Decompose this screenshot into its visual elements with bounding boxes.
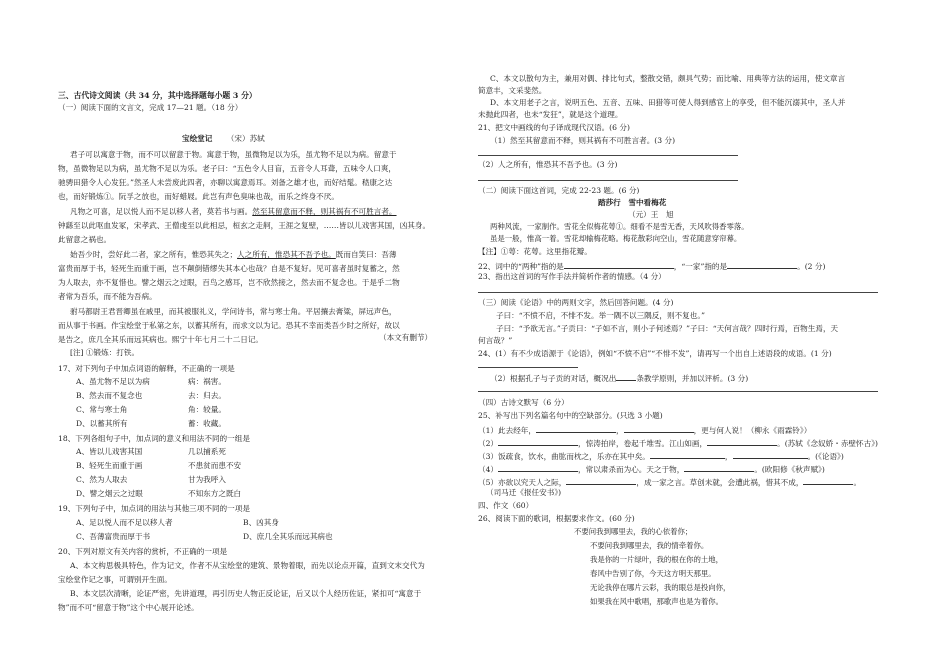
- q25-text: ，: [616, 426, 624, 435]
- q25-text: （2）: [478, 439, 499, 448]
- q25-item-2: [478, 437, 878, 449]
- q22-text: 。(2 分): [797, 262, 826, 271]
- answer-line[interactable]: [478, 155, 738, 156]
- q20-option-b[interactable]: B、本文层次清晰，论证严密，先讲道理，再引历史人物正反论证，后又以个人经历佐证，紧扣可“寓意于: [70, 589, 422, 598]
- q17-option-d-note: 蓄：收藏。: [188, 419, 226, 428]
- q25-item-3: [478, 450, 844, 462]
- section-title: 三、古代诗文阅读（共 34 分，其中选择题每小题 3 分）: [58, 91, 257, 100]
- article-note: [注] ①锻炼：打铁。: [70, 348, 140, 357]
- q21-sentence-2: （2）人之所有，惟恐其不吾予也。(3 分): [478, 160, 618, 169]
- article-author: （宋）苏轼: [226, 134, 265, 143]
- q22-blank-2[interactable]: [727, 260, 797, 269]
- article-p1-line: 驰骋田猎令人心发狂。”然圣人未尝废此四者，亦聊以寓意焉耳。刘备之雄才也，而好结髦。嵇康之达: [58, 178, 393, 187]
- q20-option-a-cont: 宝绘堂作记之事，可谓别开生面。: [58, 575, 172, 584]
- recite-intro: （四）古诗文默写（6 分）: [478, 398, 569, 407]
- q25-blank[interactable]: [536, 424, 616, 433]
- q25-text: （4）: [478, 465, 499, 474]
- q22-line: [478, 260, 825, 272]
- article-p3-line: 者常为吾乐，而不能为吾病。: [58, 292, 157, 301]
- article-p3-line: 为人取去，亦不复惜也。譬之烟云之过眼，百鸟之感耳，岂不欣然接之，然去而不复念也。于是乎二物: [58, 278, 400, 287]
- q22-text: ，“一家”指的是: [673, 262, 728, 271]
- q24-text: 条教学原则，并加以评析。(3 分): [636, 374, 749, 383]
- q25-text: （3）饭疏食，饮水，曲肱而枕之，乐亦在其中矣。: [478, 452, 650, 461]
- lunyu-passage-2: 子曰：“予欲无言。”子贡曰：“子如不言，则小子何述焉？”子曰：“天何言哉？四时行焉，百物生焉，天: [496, 324, 839, 333]
- q25-text: ，常以肃杀而为心。天之于物，: [578, 465, 685, 474]
- article-text: 既而自笑曰：吾薄: [335, 250, 397, 259]
- q17-option-a-note: 病：祸害。: [188, 377, 226, 386]
- q18-option-d[interactable]: D、譬之烟云之过眼: [76, 489, 143, 498]
- poem-note: 【注】①萼：花萼。这里指花瓣。: [478, 247, 592, 256]
- q20-option-a[interactable]: A、本文构思极具特色，作为记文，作者不从宝绘堂的建筑、景物着眼，而先以论点开篇，直到文末交代为: [70, 561, 425, 570]
- article-source: （本文有删节）: [379, 333, 433, 342]
- q25-stem: 25、补写出下列名篇名句中的空缺部分。(只选 3 小题): [478, 411, 663, 420]
- q20-option-c[interactable]: C、本文以散句为主，兼用对偶、排比句式，整散交错，颇具气势；而比喻、用典等方法的运用，使文章言: [490, 74, 846, 83]
- q25-blank[interactable]: [707, 437, 777, 446]
- q19-stem: 19、下列句子中，加点词的用法与其他三项不同的一项是: [58, 504, 250, 513]
- answer-line[interactable]: [478, 367, 578, 368]
- q25-blank[interactable]: [733, 450, 808, 459]
- q24-part-2-line: [490, 372, 748, 384]
- q25-text: （5）亦欲以究天人之际，: [478, 478, 567, 487]
- lunyu-passage-2-cont: 何言哉？”: [478, 336, 513, 345]
- q25-blank[interactable]: [498, 463, 578, 472]
- q25-text: 。(《论语》): [807, 452, 844, 461]
- q22-blank-1[interactable]: [564, 260, 674, 269]
- q20-option-b-cont: 物”而不可“留意于物”这个中心展开论述。: [58, 603, 199, 612]
- song-line: 我是你的一片绿叶，我的根在你的土地，: [590, 555, 724, 564]
- q17-option-b[interactable]: B、然去而不复念也: [76, 391, 143, 400]
- q18-option-c-pair: 甘为我呼入: [188, 475, 226, 484]
- q23-stem: 23、指出这首词的写作手法并简析作者的情感。（4 分）: [478, 272, 666, 281]
- article-p4-line: 而从事于书画。作宝绘堂于私第之东，以蓄其所有，而求文以为记。恐其不幸而类吾少时之所好，故以: [58, 321, 400, 330]
- underlined-sentence-2: 人之所有，惟恐其不吾予也。: [237, 250, 336, 259]
- song-line: 无论我停在哪片云彩，我的眼总是投向你，: [590, 583, 731, 592]
- q24-blank[interactable]: [616, 372, 636, 381]
- song-line: 如果我在风中歌唱，那歌声也是为着你。: [590, 597, 724, 606]
- article-p1-line: 也，而好锻炼①。阮孚之放也，而好蜡屐。此岂有声色臭味也哉，而乐之终身不厌。: [58, 192, 339, 201]
- q25-text: ，成一家之言。草创未就，会遭此祸，惜其不成，: [636, 478, 804, 487]
- q18-option-d-pair: 不知东方之既白: [188, 489, 242, 498]
- q25-blank[interactable]: [684, 463, 754, 472]
- article-p1-line: 君子可以寓意于物，而不可以留意于物。寓意于物，虽微物足以为乐，虽尤物不足以为病。留意于: [70, 150, 397, 159]
- q21-stem: 21、把文中画线的句子译成现代汉语。(6 分): [478, 123, 630, 132]
- q21-sentence-1: （1）然至其留意而不释，则其祸有不可胜言者。(3 分): [490, 136, 676, 145]
- article-p1-line: 物，虽微物足以为病，虽尤物不足以为乐。老子曰：“五色令人目盲，五音令人耳聋，五味令人口爽，: [58, 164, 397, 173]
- q25-text: 。: [853, 478, 862, 487]
- section-intro: （一）阅读下面的文言文，完成 17—21 题。（18 分）: [58, 103, 243, 112]
- q19-option-a[interactable]: A、足以悦人而不足以移人者: [76, 518, 173, 527]
- q25-blank[interactable]: [650, 450, 725, 459]
- q25-blank[interactable]: [498, 437, 578, 446]
- article-title: 宝绘堂记: [182, 134, 213, 143]
- underlined-sentence-1: 然至其留意而不释，则其祸有不可胜言者。: [252, 207, 397, 216]
- q18-option-b-pair: 不患贫而患不安: [188, 461, 242, 470]
- article-text: 凡物之可喜，足以悦人而不足以移人者，莫若书与画。: [70, 207, 253, 216]
- q18-option-a[interactable]: A、皆以儿戏害其国: [76, 447, 143, 456]
- poem-intro: （二）阅读下面这首词，完成 22-23 题。(6 分): [478, 186, 640, 195]
- q18-option-b[interactable]: B、轻死生而重于画: [76, 461, 143, 470]
- q25-blank[interactable]: [624, 424, 694, 433]
- q20-option-c-cont: 简意丰，文采斐然。: [478, 86, 547, 95]
- song-line: 春风中告别了你，今天这方明天那里。: [590, 569, 716, 578]
- article-title-line: [182, 134, 265, 144]
- lunyu-intro: （三）阅读《论语》中的两则文字，然后回答问题。(4 分): [478, 298, 674, 307]
- article-p4-line: 驸马都尉王君晋卿虽在戚里，而其被服礼义，学问诗书，常与寒士角。平居攘去膏粱，屏远声色，: [70, 307, 397, 316]
- q25-text: ，惊涛拍岸，卷起千堆雪。江山如画，: [578, 439, 708, 448]
- q17-stem: 17、对下列句子中加点词语的解释，不正确的一项是: [58, 364, 235, 373]
- q20-stem: 20、下列对原文有关内容的赏析，不正确的一项是: [58, 547, 228, 556]
- q25-text: （1）此去经年，: [478, 426, 536, 435]
- q17-option-d[interactable]: D、以蓄其所有: [76, 419, 128, 428]
- lunyu-passage-1: 子曰：“不愤不启，不悱不发。举一隅不以三隅反，则不复也。”: [496, 311, 705, 320]
- q18-stem: 18、下列各组句子中，加点词的意义和用法不同的一组是: [58, 434, 250, 443]
- q20-option-d-cont: 未抛此四者，也未“发狂”，就是这个道理。: [478, 110, 623, 119]
- poem-title: 踏莎行 雪中看梅花: [598, 198, 667, 207]
- q19-option-c[interactable]: C、吾薄富贵而厚于书: [76, 532, 151, 541]
- poem-line: 两种风流，一家制作。雪花全似梅花萼①。细看不是雪无香，天风吹得香零落。: [490, 222, 749, 231]
- article-p4-line: 是告之，庶几全其乐而远其病也。熙宁十年七月二十二日记。: [58, 335, 264, 344]
- q25-text: 。(苏轼《念奴娇・赤壁怀古》): [777, 439, 878, 448]
- song-line: 不要问我到哪里去，我的心依着你；: [574, 527, 693, 536]
- q18-option-c[interactable]: C、然为人取去: [76, 475, 128, 484]
- poem-author: （元）王 旭: [628, 210, 674, 219]
- q25-blank[interactable]: [803, 476, 853, 485]
- article-text: 始吾少时，尝好此二者，家之所有，惟恐其失之；: [70, 250, 238, 259]
- q17-option-b-note: 去：归去。: [188, 391, 226, 400]
- composition-title: 四、作文（60）: [478, 501, 534, 510]
- q24-part-1: 24、(1）有不少成语源于《论语》，例如“不愤不启”“不悱不发”，请再写一个出自上述语段的成语。(1 分): [478, 349, 832, 358]
- q17-option-c-note: 角：较量。: [188, 405, 226, 414]
- song-line: 不要问我到哪里去，我的情牵着你。: [590, 541, 709, 550]
- q25-item-5-source: （司马迁《报任安书》): [486, 488, 562, 497]
- poem-line: 虽是一般，惟高一着。雪花却输梅花略。梅花散彩向空山，雪花随意穿帘幕。: [490, 234, 742, 243]
- q24-text: （2）根据孔子与子贡的对话，概况出: [490, 374, 617, 383]
- q26-stem: 26、阅读下面的歌词，根据要求作文。(60 分): [478, 514, 635, 523]
- answer-line[interactable]: [478, 391, 878, 392]
- q18-option-a-pair: 几以捕系死: [188, 447, 226, 456]
- q19-option-b[interactable]: B、凶其身: [243, 518, 279, 527]
- article-p2-line: 此留意之祸也。: [58, 235, 112, 244]
- q25-item-5: [478, 476, 861, 488]
- article-p2-line: 钟繇至以此呕血发冢，宋孝武、王僧虔至以此相忌，桓玄之走舸，王涯之复壁，……皆以儿戏害其国，凶其身。: [58, 221, 431, 230]
- article-p2-line: [70, 207, 397, 217]
- answer-line[interactable]: [478, 292, 878, 293]
- q25-item-4: [478, 463, 825, 475]
- q19-option-d[interactable]: D、庶几全其乐而远其病也: [243, 532, 333, 541]
- article-p3-line: 富贵而厚于书，轻死生而重于画，岂不颠倒错缪失其本心也哉？自是不复好。见可喜者虽时复蓄之，然: [58, 264, 400, 273]
- q20-option-d[interactable]: D、本文用老子之言，说明五色、五音、五味、田猎等可使人得到感官上的享受，但不能沉溺其中，圣人并: [490, 98, 846, 107]
- q22-text: 22、词中的“两种”指的是: [478, 262, 564, 271]
- q17-option-a[interactable]: A、虽尤物不足以为病: [76, 377, 150, 386]
- q25-text: ，: [724, 452, 733, 461]
- q25-blank[interactable]: [566, 476, 636, 485]
- q25-text: 。(欧阳修《秋声赋》): [754, 465, 825, 474]
- q17-option-c[interactable]: C、常与寒士角: [76, 405, 128, 414]
- answer-line[interactable]: [478, 180, 738, 181]
- q25-text: ，更与何人说！（柳永《雨霖铃》）: [693, 426, 812, 435]
- article-p3-line: [70, 250, 397, 260]
- q25-item-1: [478, 424, 811, 436]
